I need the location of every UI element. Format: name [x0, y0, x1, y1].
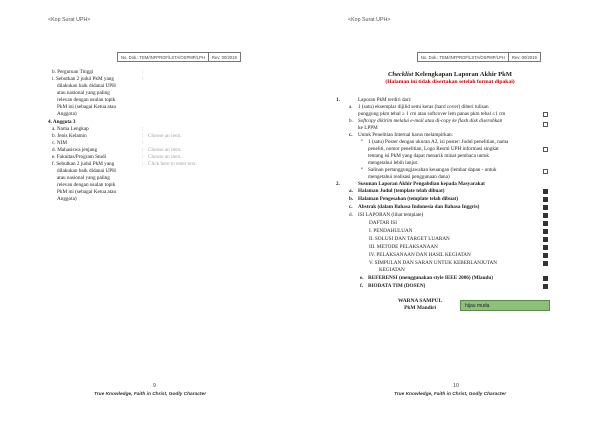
checkbox[interactable]: [543, 261, 548, 266]
field-label-pkm-titles-member: f. Sebutkan 2 judul PkM yang: [52, 161, 115, 167]
field-label-line: PkM ini (sebagai Ketua atau: [57, 104, 117, 110]
item-number: e.: [360, 275, 364, 281]
page-number: 9: [153, 383, 156, 389]
checklist-item: Halaman Pengesahan (template telah dibuat): [358, 196, 459, 202]
field-label-line: dilakukan baik didanai UPH: [57, 83, 116, 89]
field-label-full-name: a. Nama Lengkap: [52, 126, 89, 132]
checkbox[interactable]: [543, 197, 548, 202]
field-colon: :: [142, 76, 144, 82]
field-label-line: PkM ini (sebagai Ketua atau: [57, 189, 117, 195]
checklist-subitem: I. PENDAHULUAN: [369, 228, 413, 234]
field-label-university: b. Perguruan Tinggi: [52, 69, 94, 75]
item-number: f.: [360, 283, 364, 289]
field-colon: :: [142, 133, 144, 139]
field-label-line: atau nasional yang paling: [57, 90, 110, 96]
field-colon: :: [142, 69, 144, 75]
field-colon: :: [142, 161, 144, 167]
bullet-icon: •: [361, 167, 363, 172]
item-number: b.: [349, 118, 353, 124]
item-number: c.: [349, 132, 353, 138]
field-label-line: dilakukan baik didanai UPH: [57, 168, 116, 174]
faculty-dropdown[interactable]: Choose an item.: [148, 154, 182, 160]
document-number: No. Dok.: TEM/INFPROF/LSTA/OSPMP/LPH: [418, 53, 509, 61]
checkbox[interactable]: [543, 284, 548, 289]
field-colon: :: [142, 154, 144, 160]
checkbox[interactable]: [543, 169, 548, 174]
checkbox[interactable]: [543, 253, 548, 258]
checkbox[interactable]: [543, 245, 548, 250]
field-colon: :: [142, 140, 144, 146]
item-number: c.: [349, 204, 353, 210]
item-number: a.: [349, 188, 353, 194]
cover-color-label: [398, 298, 442, 312]
field-label-line: Anggota): [57, 196, 77, 202]
checklist-item: mengetahui realisasi penggunaan dana): [368, 174, 450, 180]
checkbox[interactable]: [543, 205, 548, 210]
document-number: No. Dok.: TEM/INFPROF/LSTA/OSPMP/LPH: [118, 53, 209, 61]
cover-color-label-line1: WARNA SAMPUL: [398, 298, 443, 304]
field-label-faculty: e. Fakultas/Program Studi: [52, 154, 107, 160]
checklist-section-heading: Susunan Laporan Akhir Pengabdian kepada Masyarakat: [358, 181, 485, 187]
field-label-line: relevan dengan usulan topik: [57, 97, 116, 103]
field-label-line: relevan dengan usulan topik: [57, 182, 116, 188]
checkbox[interactable]: [543, 276, 548, 281]
letterhead-placeholder: <Kop Surat UPH>: [348, 17, 391, 23]
checklist-title-rest: Kelengkapan Laporan Akhir PkM: [414, 71, 513, 78]
checklist-item: ISI LAPORAN (lihat template): [358, 212, 424, 218]
bullet-icon: •: [361, 139, 363, 144]
item-number: 2.: [336, 181, 340, 187]
checklist-item: mengetahui lebih lanjut.: [368, 160, 419, 166]
checklist-item: Salinan pertanggungjawaban keuangan (lembar dapan - untuk: [368, 167, 497, 173]
checklist-item: 1 (satu) Poster dengan ukuran A2, isi poster: Judul penelitian, nama: [368, 139, 509, 145]
item-number: 1.: [336, 97, 340, 103]
field-colon: :: [142, 147, 144, 153]
checklist-subitem: DAFTAR ISI: [369, 220, 397, 226]
document-number-box: [117, 52, 241, 62]
cover-color-value: hijau muda: [460, 300, 550, 311]
checkbox[interactable]: [543, 147, 548, 152]
checkbox[interactable]: [543, 221, 548, 226]
gender-dropdown[interactable]: Choose an item.: [148, 133, 182, 139]
field-label-line: Anggota): [57, 111, 77, 117]
footer-motto: True Knowledge, Faith in Christ, Godly Character: [93, 392, 207, 397]
checkbox[interactable]: [543, 229, 548, 234]
document-page-right: [300, 0, 600, 424]
field-label-gender: b. Jenis Kelamin: [52, 133, 87, 139]
checklist-item: Untuk Penelitian Internal harus melampirkan:: [358, 132, 454, 138]
document-number-box: [417, 52, 541, 62]
field-label-student-level: d. Mahasiswa jenjang: [52, 147, 98, 153]
checklist-item: Halaman Judul (template telah dibuat): [358, 188, 445, 194]
checklist-item: 1 (satu) eksemplar dijilid semi keras (hard cover) diberi tulisan: [358, 104, 489, 110]
checkbox[interactable]: [543, 213, 548, 218]
checklist-item: Laporan PkM terdiri dari:: [358, 97, 412, 103]
field-label-pkm-titles: i. Sebutkan 2 judul PkM yang: [52, 76, 114, 82]
item-number: b.: [349, 196, 354, 202]
checklist-item: BIODATA TIM (DOSEN): [368, 283, 426, 289]
section-heading-member-3: 4. Anggota 3: [48, 119, 76, 125]
checkbox[interactable]: [543, 237, 548, 242]
checklist-item: peneliti, nomor penelitian, Logo Resmi UPH informasi singkat: [368, 146, 499, 152]
checklist-title: [300, 71, 600, 78]
checklist-item: punggung pkm tebal ≥ 1 cm atau softcover lem panas pkm tebal ≤1 cm: [358, 111, 506, 117]
field-label-nim: c. NIM: [52, 140, 67, 146]
pkm-titles-input[interactable]: Click here to enter text.: [148, 161, 197, 167]
document-revision: Rev: 00/2019: [211, 55, 237, 60]
checkbox[interactable]: [543, 122, 548, 127]
checklist-subitem: V. SIMPULAN DAN SARAN UNTUK KEBERLANJUTAN: [369, 260, 498, 266]
footer-motto: True Knowledge, Faith in Christ, Godly Character: [393, 392, 507, 397]
letterhead-placeholder: <Kop Surat UPH>: [48, 17, 91, 23]
checklist-subitem: IV. PELAKSANAAN DAN HASIL KEGIATAN: [369, 252, 471, 258]
checklist-subitem: II. SOLUSI DAN TARGET LUARAN: [369, 236, 450, 242]
checklist-subtitle: (Halaman ini tidak disertakan setelah format dipakai): [385, 79, 515, 85]
checklist-item: tentang isi PkM yang dapat menarik minat pembaca untuk: [368, 153, 490, 159]
cover-color-label-line2: PkM Mandiri: [404, 305, 437, 311]
checklist-item: Softcopy dikirim melalui e-mail atau di-copy ke flash disk diserahkan: [358, 118, 503, 124]
checklist-subitem: KEGIATAN: [379, 267, 405, 273]
student-level-dropdown[interactable]: Choose an item.: [148, 147, 182, 153]
checkbox[interactable]: [543, 189, 548, 194]
item-number: d.: [349, 212, 353, 218]
checklist-item: Abstrak (dalam Bahasa Indonesia dan Bahasa Inggris): [358, 204, 480, 210]
checklist-item: REFERENSI (menggunakan style IEEE 2006) (Mlaudu): [368, 275, 493, 281]
checklist-subitem: III. METODE PELAKSANAAN: [369, 244, 438, 250]
checkbox[interactable]: [543, 112, 548, 117]
field-colon: :: [142, 126, 144, 132]
checklist-item: ke LPPM: [358, 125, 378, 131]
page-number: 10: [453, 383, 459, 389]
document-revision: Rev: 00/2019: [511, 55, 537, 60]
checklist-title-italic: Checklist: [387, 71, 414, 78]
field-label-line: atau nasional yang paling: [57, 175, 110, 181]
item-number: a.: [349, 104, 353, 110]
